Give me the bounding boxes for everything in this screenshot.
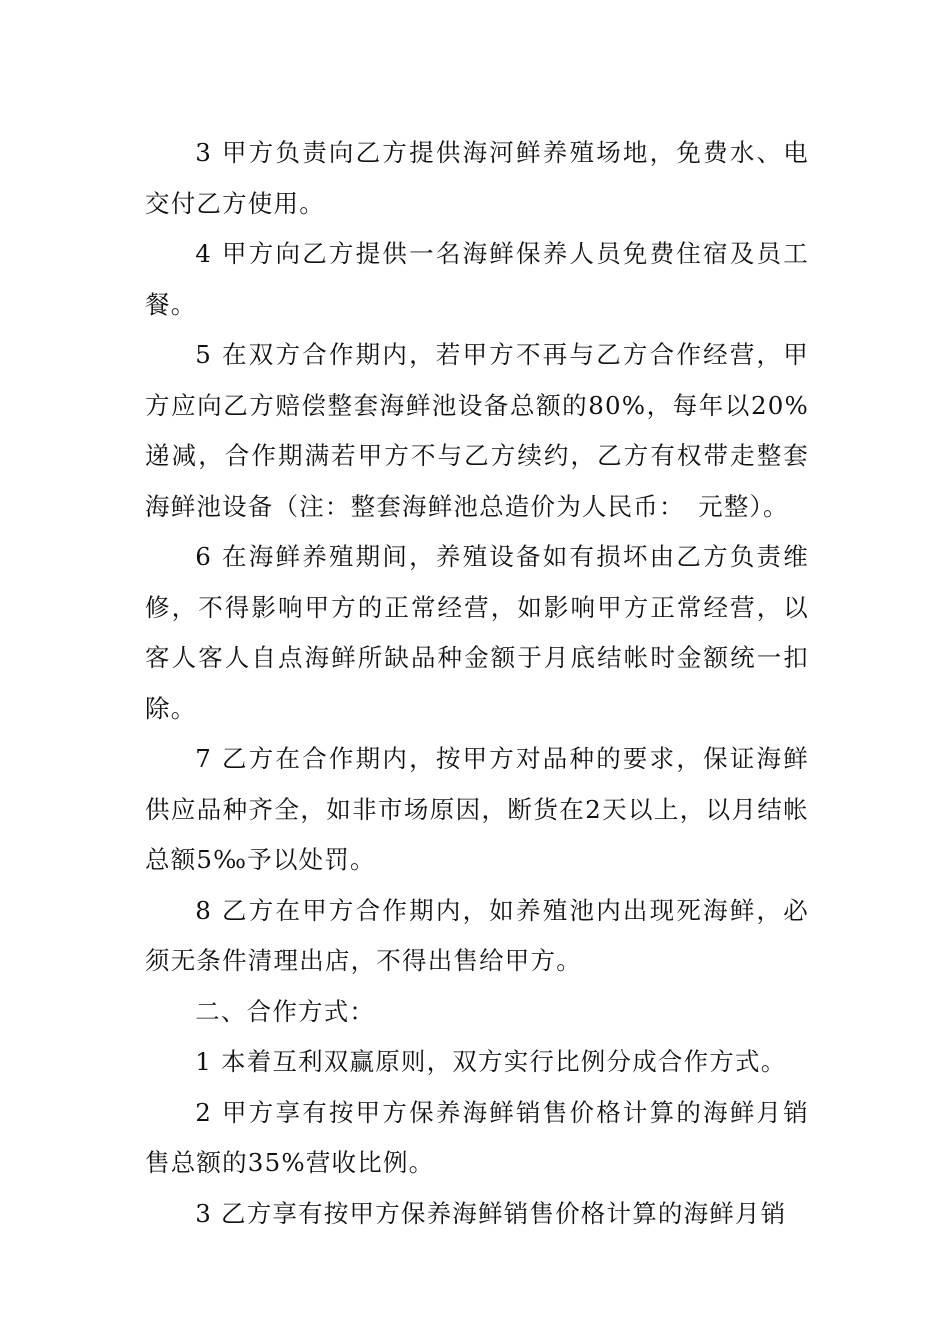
clause-5-compensation: 5 在双方合作期内，若甲方不再与乙方合作经营，甲方应向乙方赔偿整套海鲜池设备总额的80%，每年以20%递减，合作期满若甲方不与乙方续约，乙方有权带走整套海鲜池设备（注：整套海鲜池总造价为人民币： 元整）。 xyxy=(145,340,809,521)
contract-body xyxy=(145,128,809,1239)
clause-7-supply-variety: 7 乙方在合作期内，按甲方对品种的要求，保证海鲜供应品种齐全，如非市场原因，断货在2天以上，以月结帐总额5‰予以处罚。 xyxy=(145,744,809,874)
section-heading-cooperation: 二、合作方式： xyxy=(195,996,376,1026)
clause-4-staff-lodging: 4 甲方向乙方提供一名海鲜保养人员免费住宿及员工餐。 xyxy=(145,239,809,319)
clause-8-dead-seafood: 8 乙方在甲方合作期内，如养殖池内出现死海鲜，必须无条件清理出店，不得出售给甲方。 xyxy=(145,895,809,975)
clause-3-venue: 3 甲方负责向乙方提供海河鲜养殖场地，免费水、电交付乙方使用。 xyxy=(145,138,809,218)
cooperation-item-3: 3 乙方享有按甲方保养海鲜销售价格计算的海鲜月销 xyxy=(195,1198,787,1228)
cooperation-item-2: 2 甲方享有按甲方保养海鲜销售价格计算的海鲜月销售总额的35%营收比例。 xyxy=(145,1097,809,1177)
clause-6-equipment-repair: 6 在海鲜养殖期间，养殖设备如有损坏由乙方负责维修，不得影响甲方的正常经营，如影响甲方正常经营，以客人客人自点海鲜所缺品种金额于月底结帐时金额统一扣除。 xyxy=(145,542,809,723)
cooperation-item-1: 1 本着互利双赢原则，双方实行比例分成合作方式。 xyxy=(195,1047,787,1076)
